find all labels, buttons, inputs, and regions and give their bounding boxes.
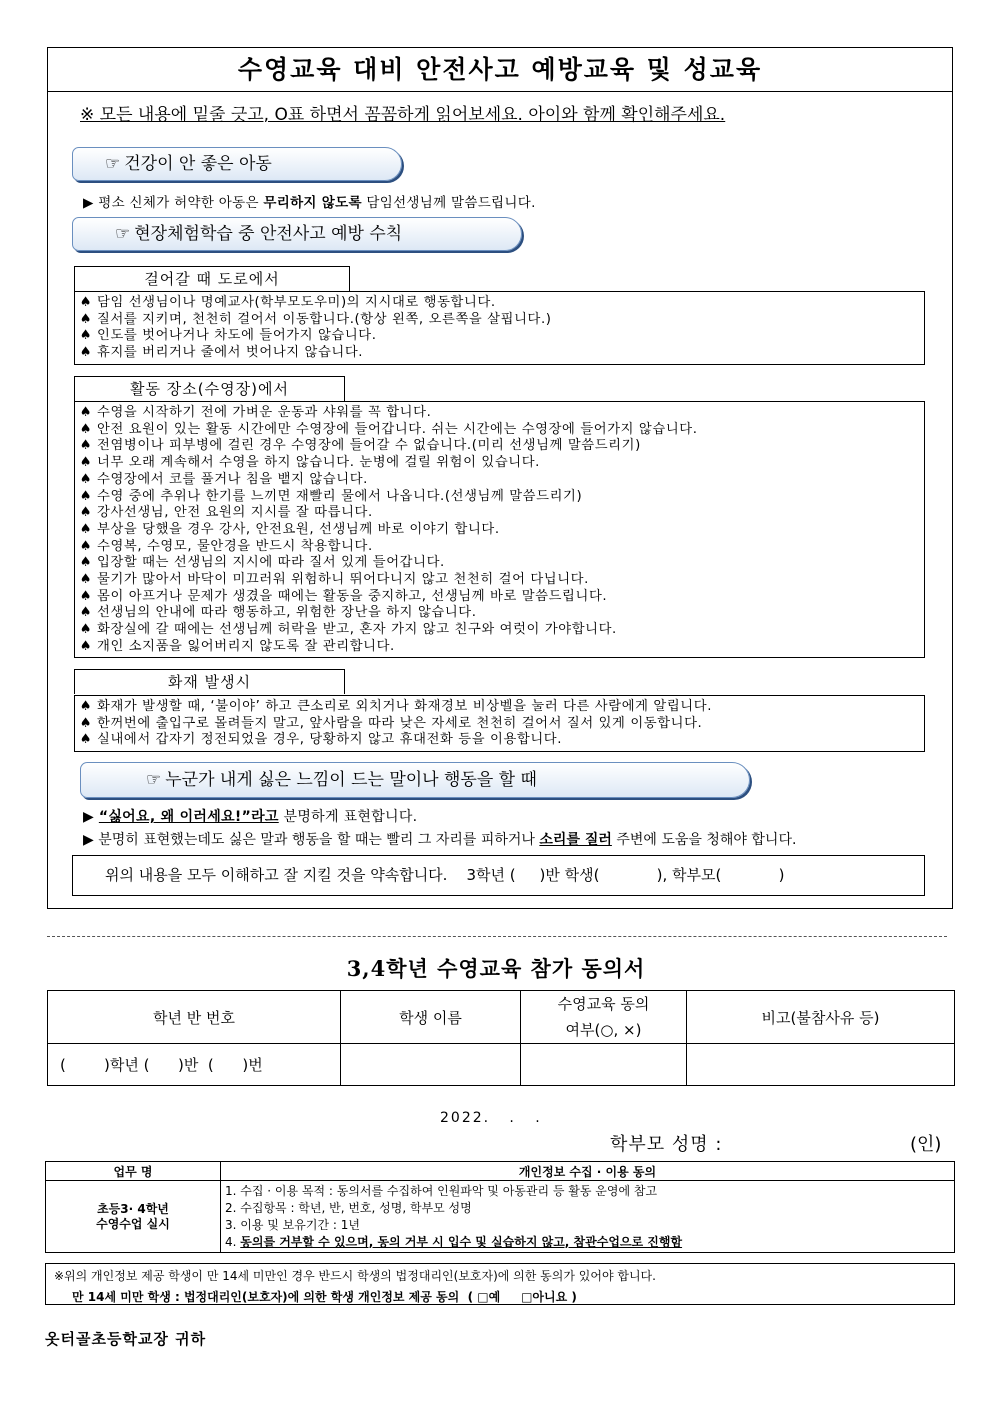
pointing-hand-icon: ☞ bbox=[105, 154, 121, 174]
pool-rule: ♠ 물기가 많아서 바닥이 미끄러워 위험하니 뛰어다니지 않고 천천히 걸어 다닙니다. bbox=[75, 572, 924, 589]
consent-title: 3,4학년 수영교육 참가 동의서 bbox=[346, 956, 646, 981]
spade-bullet-icon: ♠ bbox=[79, 588, 93, 604]
promise-text: 위의 내용을 모두 이해하고 잘 지킬 것을 약속합니다. 3학년 ( )반 학생( ), 학부모( ) bbox=[105, 866, 785, 884]
pool-rule: ♠ 선생님의 안내에 따라 행동하고, 위험한 장난을 하지 않습니다. bbox=[75, 605, 924, 622]
road-rule: ♠ 휴지를 버리거나 줄에서 벗어나지 않습니다. bbox=[75, 345, 924, 362]
arrow-bullet-icon: ▶ bbox=[83, 832, 94, 848]
fire-rule: ♠ 화재가 발생할 때, ‘불이야’ 하고 큰소리로 외치거나 화재경보 비상벨을 눌러 다른 사람에게 알립니다. bbox=[75, 699, 924, 716]
health-line: ▶ 평소 신체가 허약한 아동은 무리하지 않도록 담임선생님께 말씀드립니다. bbox=[83, 195, 536, 211]
guardian-consent-checkboxes[interactable]: 만 14세 미만 학생 : 법정대리인(보호자)에 의한 학생 개인정보 제공 동의 ( □예 □아니요 ) bbox=[72, 1290, 577, 1304]
class-number-field[interactable]: ( )학년 ( )반 ( )번 bbox=[48, 1044, 341, 1086]
spade-bullet-icon: ♠ bbox=[79, 488, 93, 504]
tab-road: 걸어갈 때 도로에서 bbox=[74, 266, 350, 291]
section-safety-title: 현장체험학습 중 안전사고 예방 수칙 bbox=[134, 224, 403, 244]
privacy-header-consent: 개인정보 수집 · 이용 동의 bbox=[221, 1162, 955, 1181]
student-name-field[interactable] bbox=[341, 1044, 521, 1086]
spade-bullet-icon: ♠ bbox=[79, 555, 93, 571]
spade-bullet-icon: ♠ bbox=[79, 605, 93, 621]
pool-rule: ♠ 몸이 아프거나 문제가 생겼을 때에는 활동을 중지하고, 선생님께 바로 말씀드립니다. bbox=[75, 589, 924, 606]
spade-bullet-icon: ♠ bbox=[79, 421, 93, 437]
spade-bullet-icon: ♠ bbox=[79, 438, 93, 454]
pool-rule: ♠ 수영을 시작하기 전에 가벼운 운동과 샤워를 꼭 합니다. bbox=[75, 405, 924, 422]
header-consent: 수영교육 동의 여부(○, ×) bbox=[521, 991, 687, 1044]
remarks-field[interactable] bbox=[687, 1044, 955, 1086]
spade-bullet-icon: ♠ bbox=[79, 405, 93, 420]
spade-bullet-icon: ♠ bbox=[79, 715, 93, 731]
parent-signature-label: 학부모 성명 : bbox=[610, 1134, 723, 1155]
pool-rules-box bbox=[74, 401, 925, 658]
pool-rule: ♠ 전염병이나 피부병에 걸린 경우 수영장에 들어갈 수 없습니다.(미리 선생님께 말씀드리기) bbox=[75, 438, 924, 455]
consent-field[interactable] bbox=[521, 1044, 687, 1086]
tab-pool: 활동 장소(수영장)에서 bbox=[74, 376, 345, 401]
arrow-bullet-icon: ▶ bbox=[83, 809, 95, 825]
spade-bullet-icon: ♠ bbox=[79, 328, 93, 344]
pool-rule: ♠ 수영장에서 코를 풀거나 침을 뱉지 않습니다. bbox=[75, 472, 924, 489]
privacy-table bbox=[45, 1161, 955, 1253]
pointing-hand-icon: ☞ bbox=[146, 770, 162, 790]
privacy-header-task: 업무 명 bbox=[46, 1162, 221, 1181]
pool-rule: ♠ 입장할 때는 선생님의 지시에 따라 질서 있게 들어갑니다. bbox=[75, 555, 924, 572]
promise-box bbox=[72, 855, 925, 896]
section-unwanted-heading bbox=[80, 762, 750, 798]
spade-bullet-icon: ♠ bbox=[79, 572, 93, 588]
spade-bullet-icon: ♠ bbox=[79, 295, 93, 310]
pool-rule: ♠ 안전 요원이 있는 활동 시간에만 수영장에 들어갑니다. 쉬는 시간에는 수영장에 들어가지 않습니다. bbox=[75, 422, 924, 439]
privacy-task: 초등3· 4학년 수영수업 실시 bbox=[46, 1181, 221, 1253]
unwanted-line-1: ▶ “싫어요, 왜 이러세요!”라고 분명하게 표현합니다. bbox=[83, 809, 418, 825]
spade-bullet-icon: ♠ bbox=[79, 638, 93, 654]
reading-instruction: ※ 모든 내용에 밑줄 긋고, O표 하면서 꼼꼼하게 읽어보세요. 아이와 함께 확인해주세요. bbox=[80, 105, 726, 125]
fire-rules-box bbox=[74, 695, 925, 752]
section-safety-heading bbox=[72, 217, 522, 251]
spade-bullet-icon: ♠ bbox=[79, 455, 93, 471]
guardian-note: ※위의 개인정보 제공 학생이 만 14세 미만인 경우 반드시 학생의 법정대리인(보호자)에 의한 동의가 있어야 합니다. 만 14세 미만 학생 : 법정대리인(보호자)에 의한 학생 개인정보 제공 동의 ( □예 □아니요 ) bbox=[45, 1263, 955, 1305]
road-rule: ♠ 질서를 지키며, 천천히 걸어서 이동합니다.(항상 왼쪽, 오른쪽을 살핍니다.) bbox=[75, 312, 924, 329]
spade-bullet-icon: ♠ bbox=[79, 311, 93, 327]
spade-bullet-icon: ♠ bbox=[79, 505, 93, 521]
spade-bullet-icon: ♠ bbox=[79, 345, 93, 361]
road-rule: ♠ 인도를 벗어나거나 차도에 들어가지 않습니다. bbox=[75, 328, 924, 345]
section-health-heading bbox=[72, 147, 402, 181]
privacy-items: 1. 수집 · 이용 목적 : 동의서를 수집하여 인원파악 및 아동관리 등 활동 운영에 참고 2. 수집항목 : 학년, 반, 번호, 성명, 학부모 성명 3. 이용 및 보유기간 : 1년 4. 동의를 거부할 수 있으며, 동의 거부 시 입수 및 실습하지 않고, 참관수업으로 진행함 bbox=[221, 1181, 955, 1253]
pool-rule: ♠ 수영 중에 추위나 한기를 느끼면 재빨리 물에서 나옵니다.(선생님께 말씀드리기) bbox=[75, 489, 924, 506]
consent-table bbox=[47, 990, 955, 1086]
spade-bullet-icon: ♠ bbox=[79, 699, 93, 714]
section-unwanted-title: 누군가 내게 싫은 느낌이 드는 말이나 행동을 할 때 bbox=[165, 770, 537, 790]
page-title: 수영교육 대비 안전사고 예방교육 및 성교육 bbox=[47, 47, 953, 92]
date-line: 2022. . . bbox=[440, 1110, 542, 1126]
fire-rule: ♠ 한꺼번에 출입구로 몰려들지 말고, 앞사람을 따라 낮은 자세로 천천히 걸어서 질서 있게 이동합니다. bbox=[75, 716, 924, 733]
arrow-bullet-icon: ▶ bbox=[83, 195, 94, 211]
road-rules-box bbox=[74, 291, 925, 365]
tab-fire: 화재 발생시 bbox=[74, 669, 345, 694]
pointing-hand-icon: ☞ bbox=[115, 224, 131, 244]
spade-bullet-icon: ♠ bbox=[79, 732, 93, 748]
fire-rule: ♠ 실내에서 갑자기 정전되었을 경우, 당황하지 않고 휴대전화 등을 이용합니다. bbox=[75, 732, 924, 749]
header-remarks: 비고(불참사유 등) bbox=[687, 991, 955, 1044]
unwanted-line-2: ▶ 분명히 표현했는데도 싫은 말과 행동을 할 때는 빨리 그 자리를 피하거나 소리를 질러 주변에 도움을 청해야 합니다. bbox=[83, 832, 797, 848]
footer-addressee: 옷터골초등학교장 귀하 bbox=[45, 1330, 207, 1348]
pool-rule: ♠ 화장실에 갈 때에는 선생님께 허락을 받고, 혼자 가지 않고 친구와 여럿이 가야합니다. bbox=[75, 622, 924, 639]
spade-bullet-icon: ♠ bbox=[79, 622, 93, 638]
pool-rule: ♠ 개인 소지품을 잃어버리지 않도록 잘 관리합니다. bbox=[75, 639, 924, 656]
spade-bullet-icon: ♠ bbox=[79, 538, 93, 554]
seal-mark: (인) bbox=[910, 1134, 942, 1155]
spade-bullet-icon: ♠ bbox=[79, 471, 93, 487]
pool-rule: ♠ 부상을 당했을 경우 강사, 안전요원, 선생님께 바로 이야기 합니다. bbox=[75, 522, 924, 539]
pool-rule: ♠ 너무 오래 계속해서 수영을 하지 않습니다. 눈병에 걸릴 위험이 있습니다. bbox=[75, 455, 924, 472]
road-rule: ♠ 담임 선생님이나 명예교사(학부모도우미)의 지시대로 행동합니다. bbox=[75, 295, 924, 312]
spade-bullet-icon: ♠ bbox=[79, 521, 93, 537]
section-health-title: 건강이 안 좋은 아동 bbox=[124, 154, 272, 174]
cut-line bbox=[47, 936, 947, 937]
pool-rule: ♠ 수영복, 수영모, 물안경을 반드시 착용합니다. bbox=[75, 539, 924, 556]
pool-rule: ♠ 강사선생님, 안전 요원의 지시를 잘 따릅니다. bbox=[75, 505, 924, 522]
header-class-number: 학년 반 번호 bbox=[48, 991, 341, 1044]
header-student-name: 학생 이름 bbox=[341, 991, 521, 1044]
